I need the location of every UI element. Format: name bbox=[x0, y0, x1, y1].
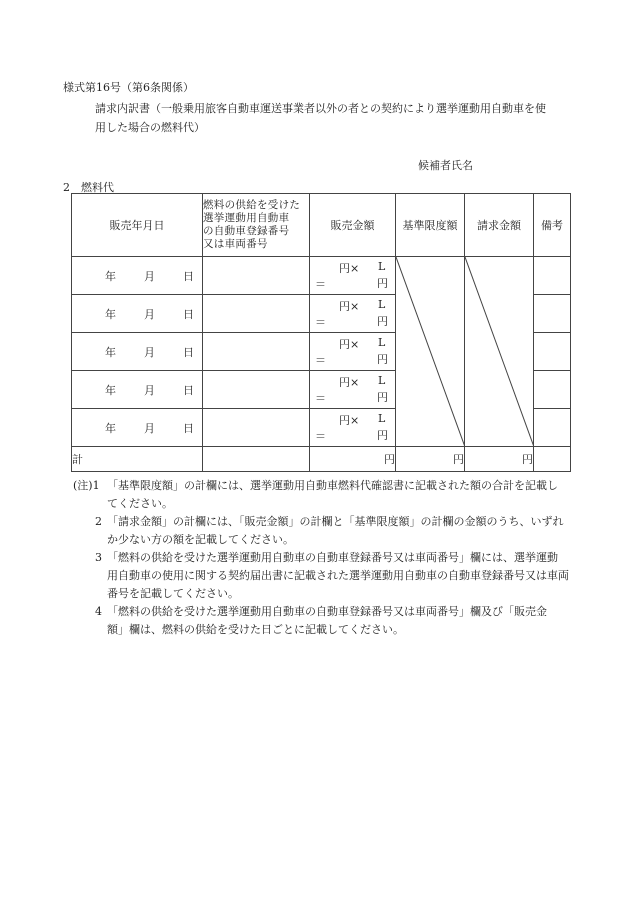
sales-amount-cell bbox=[310, 371, 396, 409]
sales-date-cell bbox=[72, 295, 203, 333]
fuel-cost-table bbox=[71, 193, 571, 472]
note-item bbox=[73, 549, 583, 603]
liter-label: L bbox=[378, 412, 386, 425]
year-label: 年 bbox=[105, 421, 116, 435]
note-prefix-text: (注) bbox=[73, 479, 93, 492]
header-vehicle-line: 選挙運動用自動車 bbox=[203, 212, 290, 224]
yen-times-label: 円× bbox=[339, 376, 360, 389]
sales-date-cell bbox=[72, 409, 203, 447]
note-item bbox=[73, 513, 583, 549]
year-label: 年 bbox=[105, 269, 116, 283]
header-claim-amount: 請求金額 bbox=[465, 194, 534, 257]
note-number: 2 bbox=[95, 515, 102, 528]
total-vehicle-cell bbox=[203, 447, 310, 472]
day-label: 日 bbox=[183, 383, 194, 397]
section-title: 2 燃料代 bbox=[63, 181, 114, 194]
diagonal-strike-line bbox=[396, 257, 465, 447]
note-line: 「請求金額」の計欄には、「販売金額」の計欄と「基準限度額」の計欄の金額のうち、いずれ bbox=[107, 515, 564, 528]
total-sales-amount: 円 bbox=[310, 447, 396, 472]
yen-label: 円 bbox=[377, 353, 388, 366]
day-label: 日 bbox=[183, 269, 194, 283]
day-label: 日 bbox=[183, 307, 194, 321]
sales-date-cell bbox=[72, 333, 203, 371]
document-title-line-1: 請求内訳書（一般乗用旅客自動車運送事業者以外の者との契約により選挙運動用自動車を使 bbox=[95, 102, 546, 115]
sales-date-cell bbox=[72, 257, 203, 295]
note-item bbox=[73, 477, 583, 513]
vehicle-number-cell bbox=[203, 295, 310, 333]
table-header-row bbox=[72, 194, 571, 257]
header-vehicle-line: 燃料の供給を受けた bbox=[203, 199, 301, 211]
claim-amount-merged-cell bbox=[465, 257, 534, 447]
note-number: 3 bbox=[95, 551, 102, 564]
vehicle-number-cell bbox=[203, 409, 310, 447]
note-line: 「燃料の供給を受けた選挙運動用自動車の自動車登録番号又は車両番号」欄には、選挙運動 bbox=[107, 551, 558, 564]
day-label: 日 bbox=[183, 421, 194, 435]
note-number: 4 bbox=[95, 605, 102, 618]
equals-sign: ＝ bbox=[315, 392, 326, 405]
year-label: 年 bbox=[105, 383, 116, 397]
note-line: てください。 bbox=[107, 497, 173, 510]
note-number: 1 bbox=[92, 479, 100, 492]
header-vehicle-number bbox=[203, 194, 310, 257]
month-label: 月 bbox=[144, 307, 155, 321]
total-claim-amount: 円 bbox=[465, 447, 534, 472]
standard-limit-merged-cell bbox=[396, 257, 465, 447]
yen-label: 円 bbox=[377, 391, 388, 404]
note-item bbox=[73, 603, 583, 639]
total-standard-limit: 円 bbox=[396, 447, 465, 472]
header-vehicle-line: 又は車両番号 bbox=[203, 238, 268, 250]
month-label: 月 bbox=[144, 345, 155, 359]
yen-times-label: 円× bbox=[339, 338, 360, 351]
total-row bbox=[72, 447, 571, 472]
equals-sign: ＝ bbox=[315, 354, 326, 367]
diagonal-strike-line bbox=[465, 257, 534, 447]
header-sales-amount: 販売金額 bbox=[310, 194, 396, 257]
total-remarks-cell bbox=[534, 447, 571, 472]
note-line: 「燃料の供給を受けた選挙運動用自動車の自動車登録番号又は車両番号」欄及び「販売金 bbox=[107, 605, 547, 618]
year-label: 年 bbox=[105, 345, 116, 359]
yen-label: 円 bbox=[377, 429, 388, 442]
remarks-cell bbox=[534, 409, 571, 447]
liter-label: L bbox=[378, 260, 386, 273]
yen-times-label: 円× bbox=[339, 300, 360, 313]
sales-amount-cell bbox=[310, 409, 396, 447]
month-label: 月 bbox=[144, 421, 155, 435]
yen-times-label: 円× bbox=[339, 414, 360, 427]
sales-amount-cell bbox=[310, 333, 396, 371]
remarks-cell bbox=[534, 371, 571, 409]
note-line: 「基準限度額」の計欄には、選挙運動用自動車燃料代確認書に記載された額の合計を記載し bbox=[107, 479, 558, 492]
candidate-name-label: 候補者氏名 bbox=[418, 159, 473, 172]
note-line: か少ない方の額を記載してください。 bbox=[107, 533, 294, 546]
equals-sign: ＝ bbox=[315, 316, 326, 329]
equals-sign: ＝ bbox=[315, 278, 326, 291]
vehicle-number-cell bbox=[203, 333, 310, 371]
note-line: 用自動車の使用に関する契約届出書に記載された選挙運動用自動車の自動車登録番号又は車両 bbox=[107, 569, 569, 582]
table-row bbox=[72, 257, 571, 295]
month-label: 月 bbox=[144, 383, 155, 397]
equals-sign: ＝ bbox=[315, 430, 326, 443]
header-remarks: 備考 bbox=[534, 194, 571, 257]
liter-label: L bbox=[378, 298, 386, 311]
year-label: 年 bbox=[105, 307, 116, 321]
sales-date-cell bbox=[72, 371, 203, 409]
month-label: 月 bbox=[144, 269, 155, 283]
remarks-cell bbox=[534, 333, 571, 371]
sales-amount-cell bbox=[310, 295, 396, 333]
day-label: 日 bbox=[183, 345, 194, 359]
form-number: 様式第16号（第6条関係） bbox=[63, 81, 194, 94]
header-standard-limit: 基準限度額 bbox=[396, 194, 465, 257]
yen-label: 円 bbox=[377, 277, 388, 290]
total-label: 計 bbox=[72, 447, 203, 472]
sales-amount-cell bbox=[310, 257, 396, 295]
note-prefix bbox=[73, 477, 100, 495]
vehicle-number-cell bbox=[203, 371, 310, 409]
header-sales-date: 販売年月日 bbox=[72, 194, 203, 257]
note-line: 番号を記載してください。 bbox=[107, 587, 239, 600]
remarks-cell bbox=[534, 295, 571, 333]
header-vehicle-line: の自動車登録番号 bbox=[203, 225, 290, 237]
yen-times-label: 円× bbox=[339, 262, 360, 275]
yen-label: 円 bbox=[377, 315, 388, 328]
document-title-line-2: 用した場合の燃料代） bbox=[95, 121, 205, 134]
liter-label: L bbox=[378, 374, 386, 387]
notes-section bbox=[73, 477, 583, 639]
note-line: 額」欄は、燃料の供給を受けた日ごとに記載してください。 bbox=[107, 623, 404, 636]
vehicle-number-cell bbox=[203, 257, 310, 295]
liter-label: L bbox=[378, 336, 386, 349]
remarks-cell bbox=[534, 257, 571, 295]
